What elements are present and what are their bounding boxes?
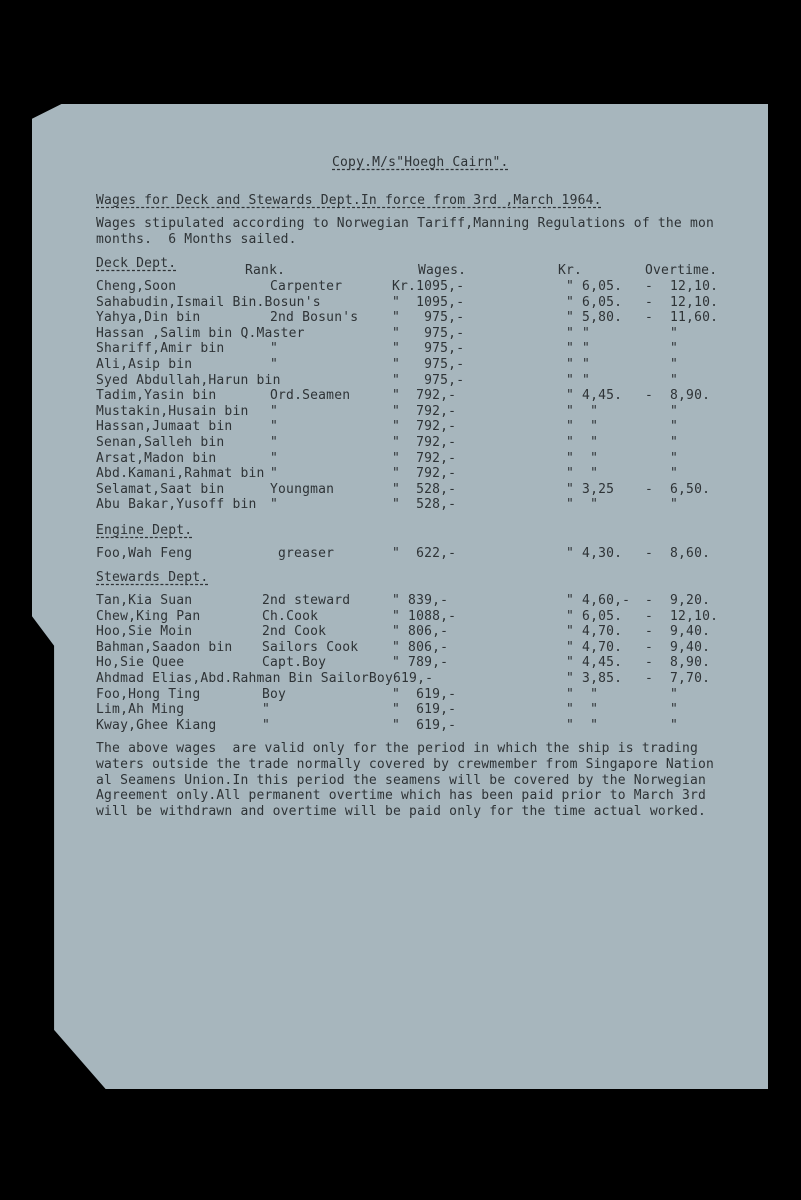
- crew-overtime: 9,20.: [670, 593, 711, 608]
- crew-rank: ": [270, 419, 279, 435]
- table-row: [0, 451, 801, 466]
- crew-wages: " 975,-: [392, 325, 465, 341]
- crew-kr: " ": [566, 450, 599, 466]
- stewards-dept-label: Stewards Dept.: [96, 570, 209, 585]
- crew-wages: " 1095,-: [392, 294, 465, 310]
- deck-dept-label: Deck Dept.: [96, 256, 177, 271]
- crew-name: Foo,Hong Ting: [96, 686, 201, 702]
- crew-overtime: ": [670, 450, 679, 466]
- crew-wages: " 792,-: [392, 466, 457, 482]
- crew-wages: " 839,-: [392, 593, 449, 608]
- crew-kr: " 6,05.: [566, 294, 623, 310]
- crew-name: Kway,Ghee Kiang: [96, 717, 217, 733]
- crew-name: Abu Bakar,Yusoff bin: [96, 497, 257, 513]
- crew-name: Hoo,Sie Moin: [96, 624, 193, 640]
- crew-kr: " ": [566, 702, 599, 718]
- crew-name: Chew,King Pan: [96, 608, 201, 624]
- dash-mark: -: [645, 671, 654, 686]
- crew-name: Hassan,Jumaat bin: [96, 419, 233, 435]
- crew-name: Lim,Ah Ming: [96, 702, 185, 718]
- table-row: [0, 404, 801, 419]
- dash-mark: -: [645, 279, 654, 294]
- dash-mark: -: [645, 294, 654, 310]
- crew-rank: 2nd Bosun's: [270, 310, 359, 326]
- crew-overtime: 11,60.: [670, 310, 719, 326]
- crew-rank: ": [262, 717, 271, 733]
- table-row: [0, 419, 801, 434]
- crew-kr: " 6,05.: [566, 608, 623, 624]
- crew-wages: " 792,-: [392, 403, 457, 419]
- crew-kr: " 4,60,-: [566, 593, 631, 608]
- crew-name: Yahya,Din bin: [96, 310, 201, 326]
- crew-kr: " ": [566, 403, 599, 419]
- table-row: [0, 357, 801, 372]
- crew-kr: " 4,70.: [566, 624, 623, 640]
- crew-wages: " 528,-: [392, 481, 457, 497]
- table-row: [0, 609, 801, 624]
- table-row: [0, 497, 801, 512]
- crew-name: Selamat,Saat bin: [96, 481, 225, 497]
- crew-rank: ": [270, 466, 279, 482]
- crew-name: Syed Abdullah,Harun bin: [96, 372, 281, 388]
- crew-overtime: 7,70.: [670, 671, 711, 686]
- table-row: [0, 482, 801, 497]
- crew-wages: " 806,-: [392, 624, 449, 640]
- crew-overtime: ": [670, 466, 679, 482]
- crew-rank: Youngman: [270, 481, 335, 497]
- table-row: [0, 718, 801, 733]
- dash-mark: -: [645, 546, 654, 561]
- crew-rank: Sailors Cook: [262, 639, 359, 655]
- crew-rank: ": [270, 450, 279, 466]
- table-row: [0, 435, 801, 450]
- crew-name: Hassan ,Salim bin Q.Master: [96, 325, 305, 341]
- crew-name: Ho,Sie Quee: [96, 655, 185, 671]
- crew-kr: " 4,70.: [566, 639, 623, 655]
- dash-mark: -: [645, 608, 654, 624]
- crew-overtime: ": [670, 341, 679, 357]
- crew-name: Arsat,Madon bin: [96, 450, 217, 466]
- crew-wages: " 792,-: [392, 435, 457, 450]
- crew-wages: " 792,-: [392, 450, 457, 466]
- crew-wages: " 619,-: [392, 717, 457, 733]
- crew-wages: " 528,-: [392, 497, 457, 513]
- dash-mark: -: [645, 624, 654, 640]
- crew-wages: " 975,-: [392, 357, 465, 372]
- crew-overtime: 12,10.: [670, 294, 719, 310]
- table-row: [0, 295, 801, 310]
- crew-rank: ": [270, 357, 279, 372]
- crew-kr: " 5,80.: [566, 310, 623, 326]
- crew-wages: " 792,-: [392, 388, 457, 404]
- crew-rank: Boy: [262, 686, 287, 702]
- crew-name: Abd.Kamani,Rahmat bin: [96, 466, 265, 482]
- dash-mark: -: [645, 388, 654, 404]
- crew-overtime: 9,40.: [670, 624, 711, 640]
- crew-overtime: ": [670, 717, 679, 733]
- footer-line: waters outside the trade normally covered by crewmember from Singapore Nation: [96, 756, 715, 772]
- crew-name: Sahabudin,Ismail Bin.Bosun's: [96, 294, 321, 310]
- crew-name: Bahman,Saadon bin: [96, 639, 233, 655]
- crew-overtime: 12,10.: [670, 279, 719, 294]
- col-header-wages: Wages.: [418, 263, 467, 278]
- crew-overtime: 8,90.: [670, 388, 711, 404]
- crew-wages: Kr.1095,-: [392, 279, 465, 294]
- crew-kr: " ": [566, 325, 591, 341]
- col-header-overtime: Overtime.: [645, 263, 718, 278]
- dash-mark: -: [645, 655, 654, 671]
- table-row: [0, 326, 801, 341]
- crew-kr: " ": [566, 686, 599, 702]
- crew-overtime: ": [670, 419, 679, 435]
- crew-overtime: ": [670, 357, 679, 372]
- crew-overtime: ": [670, 372, 679, 388]
- crew-overtime: ": [670, 497, 679, 513]
- crew-rank: ": [270, 403, 279, 419]
- table-row: [0, 655, 801, 670]
- crew-wages: " 622,-: [392, 546, 457, 561]
- crew-rank: ": [262, 702, 271, 718]
- crew-kr: " ": [566, 372, 591, 388]
- crew-kr: " 4,45.: [566, 655, 623, 671]
- crew-rank: 2nd Cook: [262, 624, 327, 640]
- crew-overtime: ": [670, 686, 679, 702]
- crew-overtime: 8,90.: [670, 655, 711, 671]
- crew-rank: Ch.Cook: [262, 608, 319, 624]
- crew-overtime: 6,50.: [670, 481, 711, 497]
- crew-rank: ": [270, 497, 279, 513]
- table-row: [0, 593, 801, 608]
- crew-rank: Carpenter: [270, 279, 343, 294]
- crew-kr: " ": [566, 357, 591, 372]
- crew-wages: " 789,-: [392, 655, 449, 671]
- dash-mark: -: [645, 639, 654, 655]
- table-row: [0, 624, 801, 639]
- crew-kr: " 6,05.: [566, 279, 623, 294]
- crew-overtime: 12,10.: [670, 608, 719, 624]
- table-row: [0, 702, 801, 717]
- intro-line-2: months. 6 Months sailed.: [96, 232, 297, 247]
- table-row: [0, 341, 801, 356]
- crew-name: Ali,Asip bin: [96, 357, 193, 372]
- footer-line: will be withdrawn and overtime will be paid only for the time actual worked.: [96, 804, 707, 820]
- crew-rank: ": [270, 435, 279, 450]
- crew-kr: " ": [566, 466, 599, 482]
- crew-wages: " 1088,-: [392, 608, 457, 624]
- crew-wages: " 619,-: [392, 702, 457, 718]
- crew-kr: " 3,85.: [566, 671, 623, 686]
- footer-line: The above wages are valid only for the period in which the ship is trading: [96, 741, 698, 756]
- crew-name: Foo,Wah Feng: [96, 546, 193, 561]
- crew-name: Senan,Salleh bin: [96, 435, 225, 450]
- crew-overtime: 9,40.: [670, 639, 711, 655]
- crew-name: Tan,Kia Suan: [96, 593, 193, 608]
- document-heading: Wages for Deck and Stewards Dept.In force from 3rd ,March 1964.: [96, 193, 602, 208]
- crew-kr: " ": [566, 435, 599, 450]
- table-row: [0, 310, 801, 325]
- document-title: Copy.M/s"Hoegh Cairn".: [332, 155, 509, 170]
- crew-overtime: ": [670, 325, 679, 341]
- crew-kr: " ": [566, 717, 599, 733]
- crew-wages: " 806,-: [392, 639, 449, 655]
- table-row: [0, 373, 801, 388]
- footer-line: Agreement only.All permanent overtime which has been paid prior to March 3rd: [96, 788, 707, 804]
- crew-wages: " 975,-: [392, 310, 465, 326]
- crew-name: Tadim,Yasin bin: [96, 388, 217, 404]
- col-header-rank: Rank.: [245, 263, 286, 278]
- table-row: [0, 671, 801, 686]
- crew-overtime: ": [670, 702, 679, 718]
- crew-kr: " ": [566, 497, 599, 513]
- crew-rank: greaser: [278, 546, 335, 561]
- crew-wages: " 975,-: [392, 372, 465, 388]
- crew-rank: Ord.Seamen: [270, 388, 351, 404]
- table-row: [0, 687, 801, 702]
- crew-kr: " ": [566, 419, 599, 435]
- crew-wages: " 792,-: [392, 419, 457, 435]
- intro-line-1: Wages stipulated according to Norwegian Tariff,Manning Regulations of the mon: [96, 216, 715, 231]
- crew-kr: " 4,45.: [566, 388, 623, 404]
- col-header-kr: Kr.: [558, 263, 583, 278]
- crew-rank: 2nd steward: [262, 593, 351, 608]
- crew-name: Shariff,Amir bin: [96, 341, 225, 357]
- footer-line: al Seamens Union.In this period the seamens will be covered by the Norwegian: [96, 772, 707, 788]
- crew-rank: Capt.Boy: [262, 655, 327, 671]
- crew-name: Mustakin,Husain bin: [96, 403, 249, 419]
- crew-overtime: ": [670, 435, 679, 450]
- engine-dept-label: Engine Dept.: [96, 523, 193, 538]
- crew-kr: " ": [566, 341, 591, 357]
- crew-wages: " 975,-: [392, 341, 465, 357]
- table-row: [0, 388, 801, 403]
- crew-overtime: 8,60.: [670, 546, 711, 561]
- crew-rank: ": [270, 341, 279, 357]
- crew-kr: " 4,30.: [566, 546, 623, 561]
- table-row: [0, 279, 801, 294]
- dash-mark: -: [645, 481, 654, 497]
- dash-mark: -: [645, 310, 654, 326]
- dash-mark: -: [645, 593, 654, 608]
- crew-name: Ahdmad Elias,Abd.Rahman Bin SailorBoy619,-: [96, 671, 434, 686]
- table-row: [0, 640, 801, 655]
- table-row: [0, 546, 801, 561]
- crew-overtime: ": [670, 403, 679, 419]
- crew-wages: " 619,-: [392, 686, 457, 702]
- crew-kr: " 3,25: [566, 481, 615, 497]
- crew-name: Cheng,Soon: [96, 279, 177, 294]
- table-row: [0, 466, 801, 481]
